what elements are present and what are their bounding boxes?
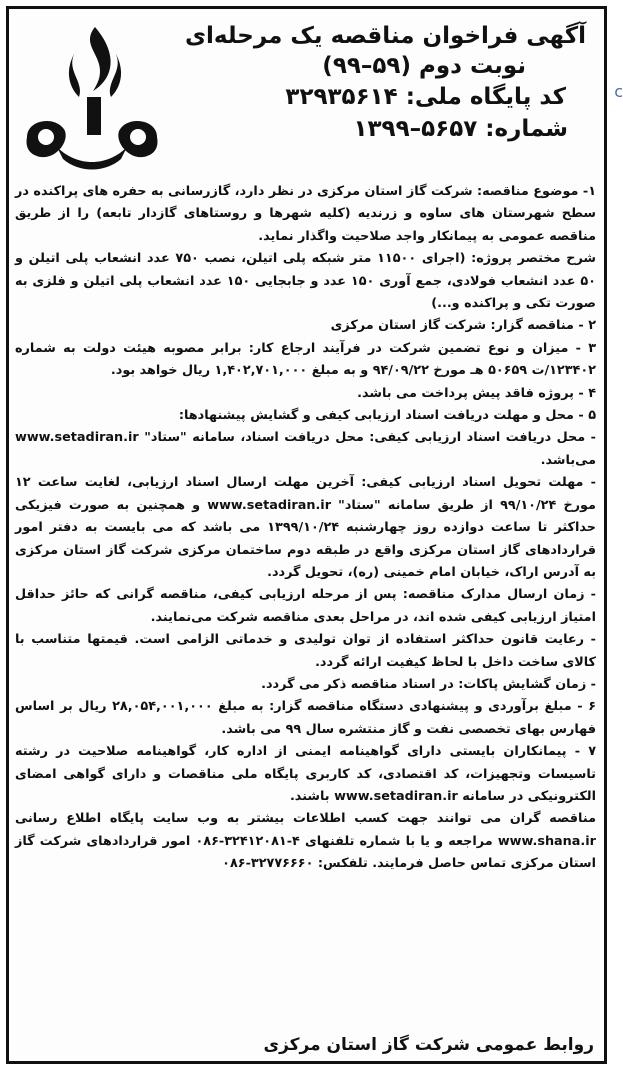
ad-title: آگهی فراخوان مناقصه یک مرحله‌ای xyxy=(184,23,586,49)
advertisement-frame xyxy=(6,6,607,1064)
paragraph-submission-time: - زمان ارسال مدارک مناقصه: پس از مرحله ارزیابی کیفی، مناقصه گرانی که حائز حداقل امتیاز ارزیابی کیفی شده اند، در مراحل بعدی مناقصه شرکت می‌نمایند. xyxy=(15,587,596,625)
title-block xyxy=(166,21,586,145)
national-base-code: کد پایگاه ملی: ۳۲۹۳۵۶۱۴ xyxy=(285,84,566,110)
ad-round: نوبت دوم (۵۹–۹۹) xyxy=(322,53,526,79)
paragraph-opening-time: - زمان گشایش پاکات: در اسناد مناقصه ذکر می گردد. xyxy=(261,676,596,692)
paragraph-prepayment: ۴ - پروژه فاقد پیش پرداخت می باشد. xyxy=(357,385,596,401)
paragraph-guarantee: ۳ - میزان و نوع تضمین شرکت در فرآیند ارجاع کار: برابر مصوبه هیئت دولت به شماره ۱۲۳۴۰۲/ت ۵۰۶۵۹ هـ مورخ ۹۴/۰۹/۲۲ و به مبلغ ۱,۴۰۲,۷۰۱,۰۰۰ ریال خواهد بود. xyxy=(15,340,596,379)
ad-body xyxy=(15,181,596,876)
paragraph-estimate: ۶ - مبلغ برآوردی و پیشنهادی دستگاه مناقصه گزار: به مبلغ ۲۸,۰۵۴,۰۰۱,۰۰۰ ریال بر اساس فهارس بهای تخصصی نفت و گاز منتشره سال ۹۹ می باشد. xyxy=(15,699,596,737)
paragraph-project-summary: شرح مختصر پروژه: (اجرای ۱۱۵۰۰ متر شبکه پلی اتیلن، نصب ۷۵۰ عدد انشعاب پلی اتیلن و ۵۰ عدد انشعاب فولادی، جمع آوری ۱۵۰ عدد و جابجایی ۱۵۰ عدد انشعاب پلی اتیلن و فلزی به صورت تکی و پراکنده و...) xyxy=(15,251,596,312)
ad-number: شماره: ۵۶۵۷–۱۳۹۹ xyxy=(353,116,568,142)
paragraph-place-deadline: ۵ - محل و مهلت دریافت اسناد ارزیابی کیفی و گشایش پیشنهادها: xyxy=(178,408,596,424)
paragraph-subject: ۱- موضوع مناقصه: شرکت گاز استان مرکزی در نظر دارد، گازرسانی به حفره های پراکنده در سطح شهرستان های ساوه و زرندیه (کلیه شهرها و روستاهای گازدار تابعه) را از طریق مناقصه عمومی به پیمانکار واجد صلاحیت واگذار نماید. xyxy=(15,184,596,244)
paragraph-delivery-deadline: - مهلت تحویل اسناد ارزیابی کیفی: آخرین مهلت ارسال اسناد ارزیابی، لغایت ساعت ۱۲ مورخ ۹۹/۱۰/۲۴ از طریق سامانه "ستاد" www.setadiran.ir و همچنین به صورت فیزیکی حداکثر تا ساعت دوازده روز چهارشنبه ۱۳۹۹/۱۰/۲۴ می باشد که می بایست به دفتر امور قراردادهای گاز استان مرکزی واقع در طبقه دوم ساختمان مرکزی شرکت گاز استان مرکزی به آدرس اراک، خیابان امام خمینی (ره)، تحویل گردد. xyxy=(15,475,596,580)
paragraph-domestic-law: - رعایت قانون حداکثر استفاده از توان تولیدی و خدماتی الزامی است. قیمتها متناسب با کالای ساخت داخل با لحاظ کیفیت ارائه گردد. xyxy=(15,632,596,670)
gas-company-logo-icon xyxy=(17,19,167,174)
paragraph-document-place: - محل دریافت اسناد ارزیابی کیفی: محل دریافت اسناد، سامانه "ستاد" www.setadiran.ir می‌باشد. xyxy=(15,430,596,468)
paragraph-contact: مناقصه گران می توانند جهت کسب اطلاعات بیشتر به وب سایت پایگاه اطلاع رسانی www.shana.ir مراجعه و یا با شماره تلفنهای ۴-۳۲۴۱۲۰۸۱-۰۸۶ امور قراردادهای شرکت گاز استان مرکزی تماس حاصل فرمایند. تلفکس: ۳۲۷۷۶۶۶۰-۰۸۶ xyxy=(15,811,596,872)
paragraph-requirements: ۷ - پیمانکاران بایستی دارای گواهینامه ایمنی از اداره کار، گواهینامه صلاحیت در رشته تاسیسات وتجهیزات، کد اقتصادی، کد کاربری پایگاه ملی مناقصات و دارای گواهی امضای الکترونیکی در سامانه www.setadiran.ir باشند. xyxy=(15,744,596,804)
signature: روابط عمومی شرکت گاز استان مرکزی xyxy=(263,1035,594,1055)
paragraph-tender-organizer: ۲ - مناقصه گزار: شرکت گاز استان مرکزی xyxy=(330,318,596,334)
header xyxy=(9,9,604,177)
edge-mark: c xyxy=(614,82,623,101)
